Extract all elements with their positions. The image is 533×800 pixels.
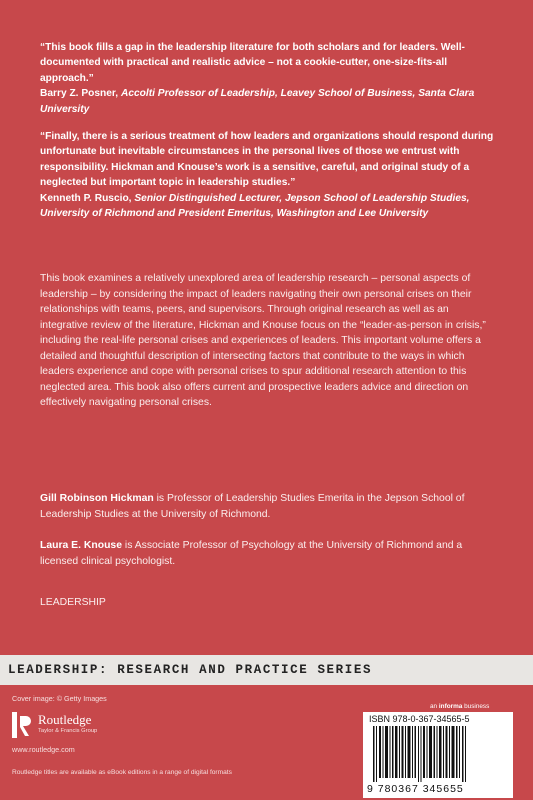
book-description: This book examines a relatively unexplored area of leadership research – personal aspects of leadership – by considering the impact of leaders navigating their own personal crises on their relationships with teams, peers, and supervisors. Through original research as well as an integrative review of the literature, Hickman and Knouse focus on the “leader-as-person in crisis,” including the real-life personal crises and experiences of leaders. This important volume offers a detailed and thoughtful description of intersecting factors that contribute to the ways in which leaders experience and cope with personal crises to spur additional research attention to this neglected area. This book also offers current and prospective leaders advice and direction on effectively navigating personal crises. [40, 273, 486, 408]
cover-image-credit: Cover image: © Getty Images [12, 694, 107, 703]
quote-text: “Finally, there is a serious treatment of how leaders and organizations should respond during unfortunate but inevitable circumstances in the personal lives of those we entrust with responsibility. Hickman and Knouse’s work is a sensitive, careful, and original study of a neglected but important topic in leadership studies.” [40, 131, 494, 189]
back-cover-footer [0, 685, 533, 800]
isbn-barcode [363, 712, 513, 798]
quote-author: Kenneth P. Ruscio, [40, 192, 132, 204]
author-bio-text: is Professor of Leadership Studies Emerita in the Jepson School of Leadership Studies at the University of Richmond. [40, 493, 465, 520]
informa-tagline [430, 703, 489, 710]
publisher-name: Routledge [38, 712, 92, 727]
publisher-url[interactable]: www.routledge.com [12, 745, 75, 754]
author-name: Gill Robinson Hickman [40, 493, 154, 504]
quote-author-title: Senior Distinguished Lecturer, Jepson School of Leadership Studies, University of Richmond and President Emeritus, Washington and Lee University [40, 192, 470, 220]
endorsement-2 [40, 129, 500, 221]
endorsement-1 [40, 40, 500, 117]
author-bio-1 [40, 491, 495, 522]
subject-category: LEADERSHIP [40, 597, 106, 608]
quote-text: “This book fills a gap in the leadership literature for both scholars and for leaders. Well-documented with practical and realistic advice – not a cookie-cutter, one-size-fits-all approach.” [40, 42, 465, 84]
series-band [0, 655, 533, 685]
quote-attribution [40, 86, 500, 117]
informa-prefix: an [430, 703, 439, 710]
publisher-group: Taylor & Francis Group [38, 728, 98, 734]
informa-brand: informa [438, 703, 463, 710]
quote-author: Barry Z. Posner, [40, 88, 119, 100]
endorsements [40, 40, 500, 221]
barcode-digits: 9 780367 345655 [367, 783, 464, 795]
publisher-logo [12, 712, 122, 738]
informa-suffix: business [462, 703, 490, 710]
author-bio-2 [40, 538, 495, 569]
ebook-note: Routledge titles are available as eBook editions in a range of digital formats [12, 769, 232, 776]
isbn-label: ISBN 978-0-367-34565-5 [369, 714, 470, 724]
quote-author-title: Accolti Professor of Leadership, Leavey School of Business, Santa Clara University [40, 88, 475, 115]
author-name: Laura E. Knouse [40, 540, 122, 551]
series-title: LEADERSHIP: RESEARCH AND PRACTICE SERIES [8, 663, 373, 677]
barcode-icon [367, 726, 483, 782]
author-bio-text: is Associate Professor of Psychology at the University of Richmond and a licensed clinical psychologist. [40, 540, 463, 567]
routledge-logo-icon [12, 712, 32, 738]
quote-attribution [40, 191, 500, 222]
